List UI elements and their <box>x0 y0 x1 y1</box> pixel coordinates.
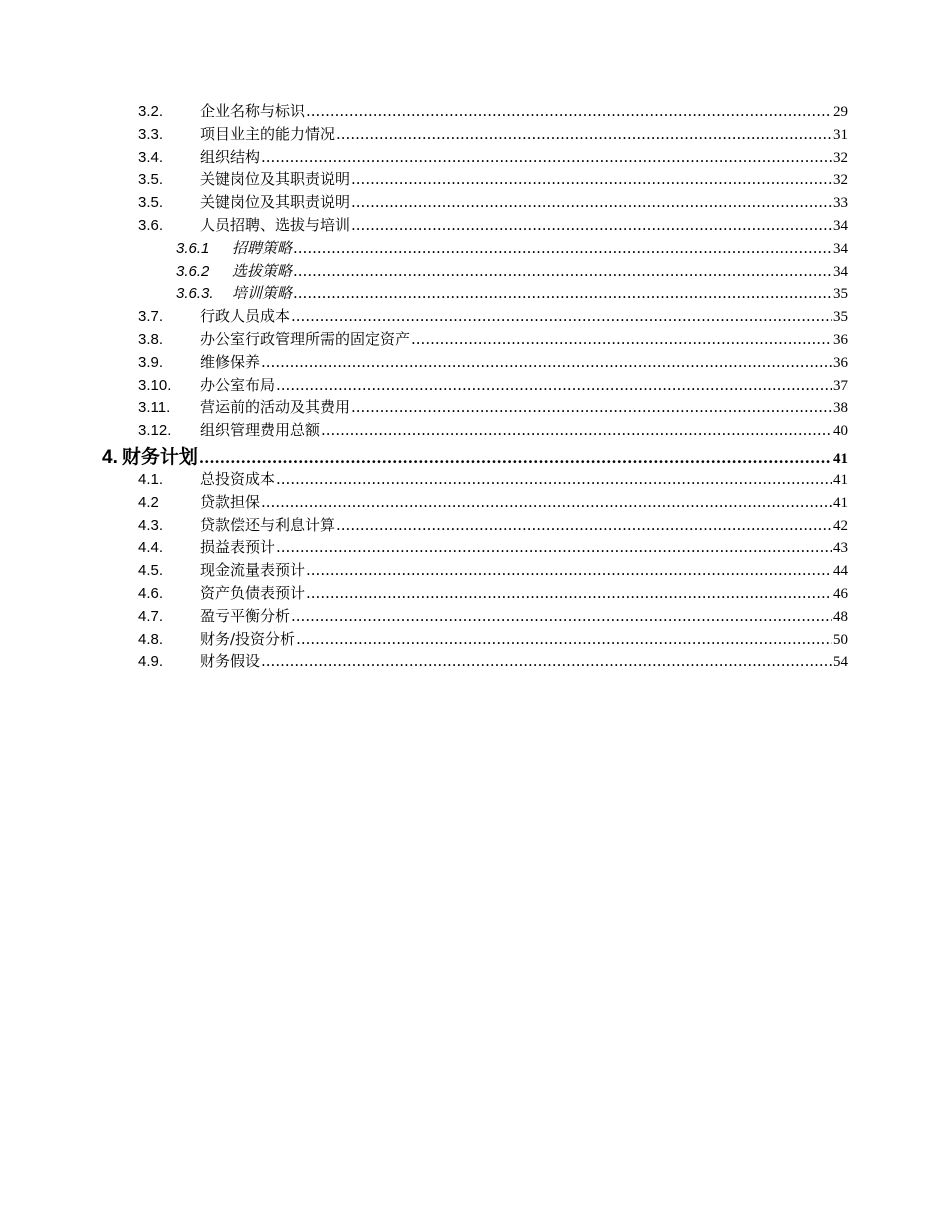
toc-entry[interactable] <box>0 491 848 514</box>
toc-title: 招聘策略 <box>232 238 293 257</box>
toc-leader <box>261 495 832 510</box>
toc-number: 3.8. <box>138 330 164 348</box>
toc-page-number: 42 <box>833 517 848 534</box>
toc-title: 损益表预计 <box>200 538 276 557</box>
toc-page-number: 38 <box>833 400 848 417</box>
toc-number: 4.7. <box>138 607 164 625</box>
toc-entry[interactable] <box>0 191 848 214</box>
toc-leader <box>276 540 832 555</box>
toc-leader <box>276 378 832 393</box>
toc-entry[interactable] <box>0 628 848 651</box>
toc-title: 总投资成本 <box>200 469 276 488</box>
toc-page-number: 40 <box>833 423 848 440</box>
toc-title: 行政人员成本 <box>200 307 291 326</box>
toc-number: 4.1. <box>138 470 164 488</box>
toc-page-number: 54 <box>833 654 848 671</box>
toc-chapter-number: 4. <box>102 446 118 468</box>
toc-title: 关键岗位及其职责说明 <box>200 193 351 212</box>
toc-number: 4.6. <box>138 584 164 602</box>
toc-leader <box>351 172 832 187</box>
toc-leader <box>291 609 832 624</box>
toc-page-number: 50 <box>833 631 848 648</box>
toc-title: 维修保养 <box>200 352 261 371</box>
toc-entry[interactable] <box>0 100 848 123</box>
toc-page-number: 34 <box>833 217 848 234</box>
toc-leader <box>321 423 832 438</box>
toc-number: 3.5. <box>138 194 164 212</box>
toc-entry[interactable] <box>0 305 848 328</box>
toc-entry[interactable] <box>0 559 848 582</box>
toc-chapter-title: 财务计划 <box>121 446 198 468</box>
toc-title: 选拔策略 <box>232 261 293 280</box>
toc-number: 3.11. <box>138 399 171 417</box>
toc-number: 3.6.1 <box>176 239 210 257</box>
toc-leader <box>293 264 832 279</box>
toc-number: 3.3. <box>138 125 164 143</box>
toc-title: 贷款担保 <box>200 492 261 511</box>
toc-page-number: 44 <box>833 563 848 580</box>
toc-number: 4.4. <box>138 539 164 557</box>
toc-number: 4.5. <box>138 562 164 580</box>
toc-entry[interactable] <box>0 536 848 559</box>
toc-entry[interactable] <box>0 168 848 191</box>
toc-page-number: 46 <box>833 585 848 602</box>
toc-page-number: 34 <box>833 240 848 257</box>
toc-leader <box>261 355 832 370</box>
toc-title: 营运前的活动及其费用 <box>200 398 351 417</box>
toc-title: 盈亏平衡分析 <box>200 606 291 625</box>
toc-page-number: 36 <box>833 331 848 348</box>
toc-leader <box>351 400 832 415</box>
toc-title: 关键岗位及其职责说明 <box>200 170 351 189</box>
toc-title: 培训策略 <box>232 284 293 303</box>
toc-page-number: 34 <box>833 263 848 280</box>
toc-page-number: 29 <box>833 104 848 120</box>
toc-leader <box>293 286 832 301</box>
toc-entry[interactable] <box>0 328 848 351</box>
toc-leader <box>306 563 832 578</box>
toc-number: 4.8. <box>138 630 164 648</box>
toc-number: 3.9. <box>138 353 164 371</box>
toc-number: 4.3. <box>138 516 164 534</box>
toc-leader <box>306 586 832 601</box>
toc-number: 3.2. <box>138 103 164 120</box>
toc-title: 项目业主的能力情况 <box>200 124 336 143</box>
toc-title: 办公室行政管理所需的固定资产 <box>200 329 411 348</box>
toc-number: 3.6. <box>138 216 164 234</box>
toc-leader <box>261 654 832 669</box>
toc-page-number: 33 <box>833 195 848 212</box>
toc-title: 组织管理费用总额 <box>200 421 321 440</box>
toc-entry[interactable] <box>0 419 848 442</box>
toc-page-number: 37 <box>833 377 848 394</box>
toc-page-number: 36 <box>833 354 848 371</box>
toc-entry[interactable] <box>0 282 848 305</box>
toc-number: 3.6.2 <box>176 262 210 280</box>
toc-page-number: 32 <box>833 149 848 166</box>
toc-leader <box>296 632 832 647</box>
toc-title: 贷款偿还与利息计算 <box>200 515 336 534</box>
toc-title: 人员招聘、选拔与培训 <box>200 215 351 234</box>
toc-entry[interactable] <box>0 214 848 237</box>
toc-entry[interactable] <box>0 374 848 397</box>
toc-leader <box>293 241 832 256</box>
toc-entry[interactable] <box>0 468 848 491</box>
toc-number: 3.4. <box>138 148 164 166</box>
toc-entry[interactable] <box>0 351 848 374</box>
toc-page-number: 31 <box>833 126 848 143</box>
toc-leader <box>336 518 832 533</box>
toc-title: 财务/投资分析 <box>200 629 296 648</box>
toc-leader <box>199 451 832 466</box>
toc-page-number: 43 <box>833 540 848 557</box>
toc-number: 4.9. <box>138 653 164 671</box>
toc-page-number: 41 <box>833 471 848 488</box>
toc-number: 3.6.3. <box>176 285 214 303</box>
toc-page-number: 35 <box>833 286 848 303</box>
toc-number: 3.12. <box>138 422 172 440</box>
toc-chapter-entry[interactable] <box>0 442 848 468</box>
toc-page-number: 41 <box>833 450 848 467</box>
toc-title: 企业名称与标识 <box>200 102 306 120</box>
toc-title: 现金流量表预计 <box>200 561 306 580</box>
toc-entry[interactable] <box>0 650 848 673</box>
toc-leader <box>411 332 832 347</box>
toc-title: 组织结构 <box>200 147 261 166</box>
toc-leader <box>336 127 832 142</box>
toc-title: 财务假设 <box>200 652 261 671</box>
toc-page-number: 41 <box>833 494 848 511</box>
toc-entry[interactable] <box>0 514 848 537</box>
toc-entry[interactable] <box>0 260 848 283</box>
toc-entry[interactable] <box>0 146 848 169</box>
toc-leader <box>351 218 832 233</box>
toc-leader <box>351 195 832 210</box>
toc-page-number: 48 <box>833 608 848 625</box>
toc-number: 3.5. <box>138 171 164 189</box>
toc-title: 办公室布局 <box>200 375 276 394</box>
table-of-contents <box>0 100 950 673</box>
toc-leader <box>261 150 832 165</box>
toc-entry[interactable] <box>0 605 848 628</box>
toc-entry[interactable] <box>0 123 848 146</box>
toc-page-number: 32 <box>833 172 848 189</box>
toc-number: 3.10. <box>138 376 172 394</box>
toc-number: 3.7. <box>138 308 164 326</box>
toc-title: 资产负债表预计 <box>200 583 306 602</box>
toc-page-number: 35 <box>833 309 848 326</box>
toc-leader <box>306 104 832 119</box>
toc-leader <box>276 472 832 487</box>
toc-leader <box>291 309 832 324</box>
toc-number: 4.2 <box>138 493 159 511</box>
toc-entry[interactable] <box>0 582 848 605</box>
toc-entry[interactable] <box>0 237 848 260</box>
toc-entry[interactable] <box>0 396 848 419</box>
